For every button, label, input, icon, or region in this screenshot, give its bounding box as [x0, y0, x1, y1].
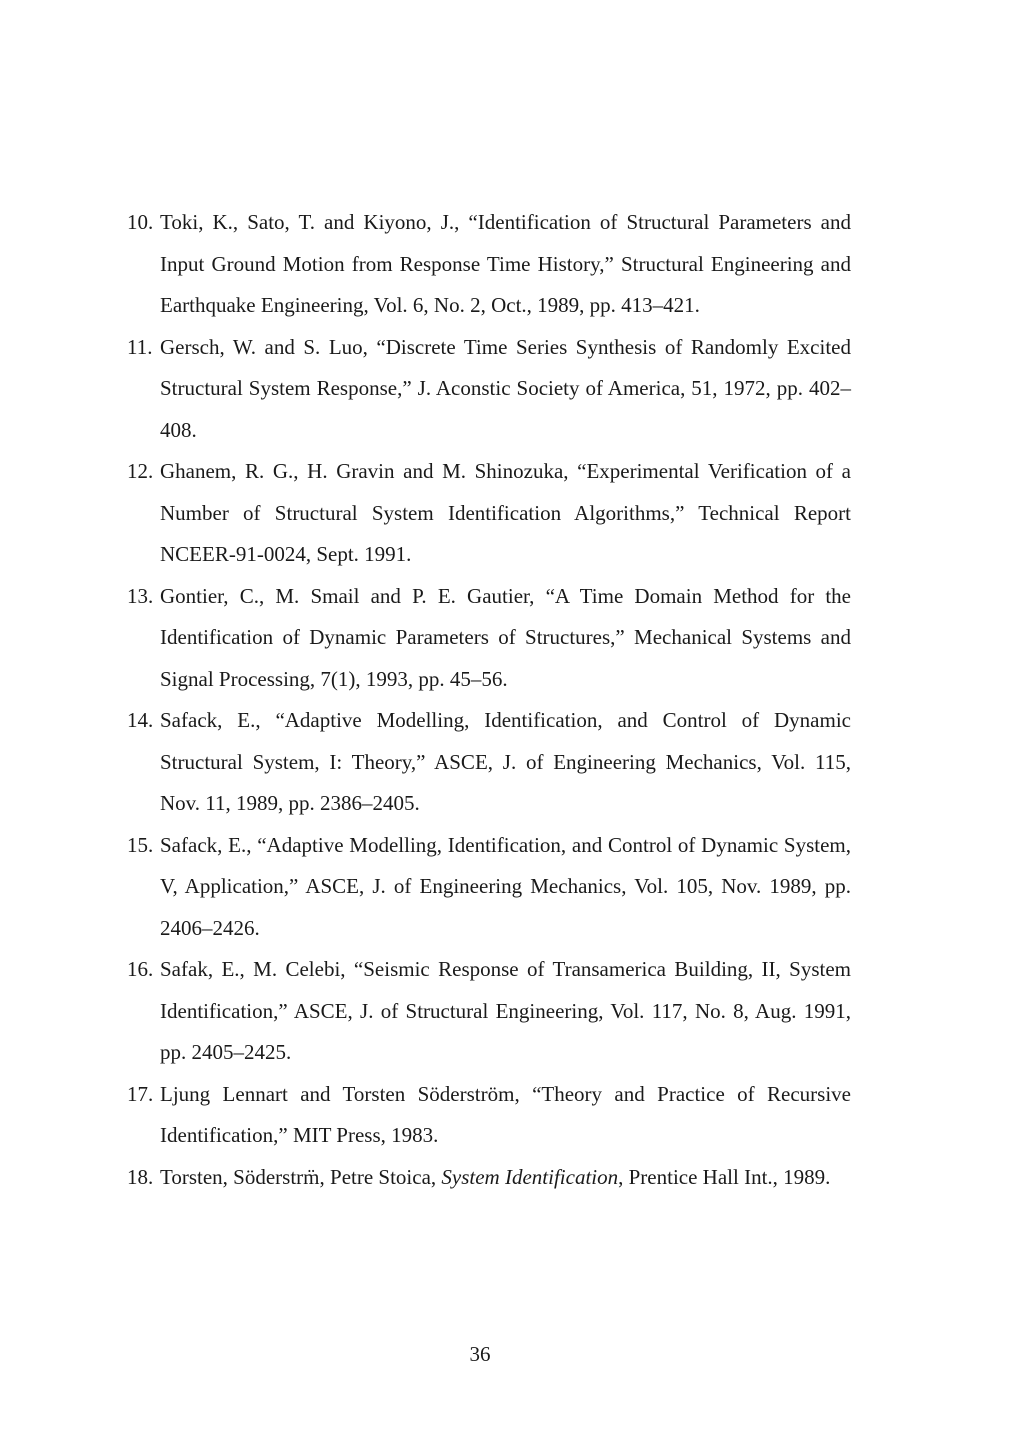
reference-number: 15.	[127, 832, 154, 857]
reference-number: 17.	[127, 1081, 154, 1106]
reference-text: Gontier, C., M. Smail and P. E. Gautier, “A Time Domain Method for the Identification of Dynamic Parameters of Structures,” Mechanical Systems and Signal Processing, 7(1), 1993, pp. 45–56.	[160, 583, 851, 691]
reference-text: Safak, E., M. Celebi, “Seismic Response of Transamerica Building, II, System Identification,” ASCE, J. of Structural Engineering, Vol. 117, No. 8, Aug. 1991, pp. 2405–2425.	[160, 957, 851, 1064]
reference-number: 13.	[127, 583, 154, 608]
reference-item-16	[127, 949, 851, 1074]
reference-number: 14.	[127, 708, 154, 732]
reference-item-13	[127, 576, 851, 701]
reference-number: 12.	[127, 459, 154, 483]
reference-item-11	[127, 327, 851, 452]
reference-publisher: , Prentice Hall Int., 1989.	[618, 1164, 831, 1189]
reference-text: Ghanem, R. G., H. Gravin and M. Shinozuka, “Experimental Verification of a Number of Structural System Identification Algorithms,” Technical Report NCEER-91-0024, Sept. 1991.	[160, 459, 851, 566]
reference-text	[160, 1165, 830, 1189]
reference-list	[127, 202, 851, 1198]
reference-number: 16.	[127, 957, 154, 981]
page-number: 36	[469, 1342, 491, 1366]
reference-text: Toki, K., Sato, T. and Kiyono, J., “Identification of Structural Parameters and Input Ground Motion from Response Time History,” Structural Engineering and Earthquake Engineering, Vol. 6, No. 2, Oct., 1989, pp. 413–421.	[160, 210, 851, 317]
reference-text: Safack, E., “Adaptive Modelling, Identification, and Control of Dynamic Structural System, I: Theory,” ASCE, J. of Engineering Mechanics, Vol. 115, Nov. 11, 1989, pp. 2386–2405.	[160, 708, 851, 815]
reference-item-15	[127, 825, 851, 950]
reference-authors: Torsten, Söderstrm̈, Petre Stoica,	[160, 1164, 442, 1189]
reference-item-18	[127, 1157, 851, 1199]
reference-item-17	[127, 1074, 851, 1157]
reference-text: Safack, E., “Adaptive Modelling, Identification, and Control of Dynamic System, V, Application,” ASCE, J. of Engineering Mechanics, Vol. 105, Nov. 1989, pp. 2406–2426.	[160, 832, 851, 940]
reference-item-10	[127, 202, 851, 327]
reference-number: 10.	[127, 210, 154, 234]
reference-number: 18.	[127, 1164, 154, 1189]
reference-number: 11.	[127, 334, 153, 359]
reference-item-12	[127, 451, 851, 576]
reference-book-title: System Identification	[441, 1164, 619, 1189]
reference-item-14	[127, 700, 851, 825]
reference-text: Gersch, W. and S. Luo, “Discrete Time Series Synthesis of Randomly Excited Structural System Response,” J. Aconstic Society of America, 51, 1972, pp. 402–408.	[160, 334, 851, 442]
reference-text: Ljung Lennart and Torsten Söderström, “Theory and Practice of Recursive Identification,” MIT Press, 1983.	[160, 1081, 851, 1147]
